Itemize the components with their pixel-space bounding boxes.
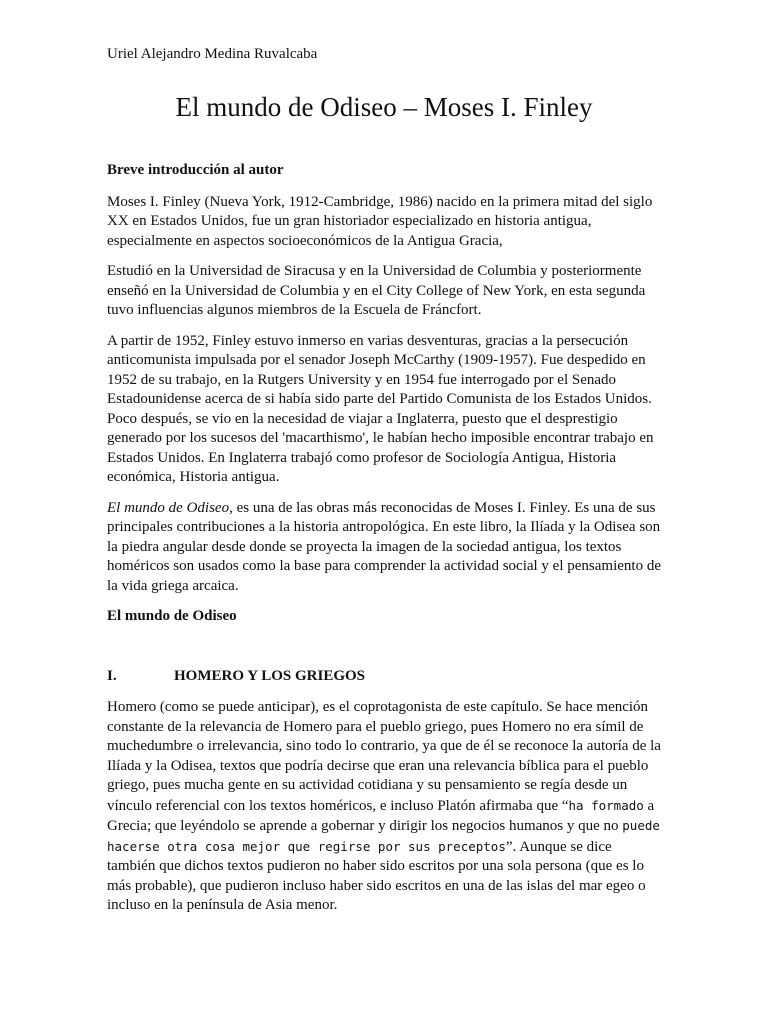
section-heading-intro: Breve introducción al autor [107, 162, 284, 178]
document-title: El mundo de Odiseo – Moses I. Finley [175, 92, 593, 122]
paragraph-4 [107, 499, 663, 597]
quote-fragment-2: puede hacerse otra cosa mejor que regirse por sus preceptos [107, 818, 660, 854]
document-body [107, 161, 663, 927]
section-heading-world: El mundo de Odiseo [107, 608, 237, 624]
author-name: Uriel Alejandro Medina Ruvalcaba [107, 46, 318, 62]
book-title-italic: El mundo de Odiseo [107, 499, 230, 516]
paragraph-5 [107, 698, 663, 916]
paragraph-5-part-c: ”. Aunque se dice también que dichos textos pudieron no haber sido escritos por una sola persona (que es lo más probable), que pudieron incluso haber sido escritos en una de las islas del mar egeo o incluso en la península de Asia menor. [107, 838, 646, 913]
paragraph-5-part-a: Homero (como se puede anticipar), es el coprotagonista de este capítulo. Se hace mención constante de la relevancia de Homero para el pueblo griego, pues Homero no era símil de muchedumbre o irrelevancia, sino todo lo contrario, ya que de él se reconoce la autoría de la Ilíada y la Odisea, textos que podría decirse que eran una relevancia bíblica para el pueblo griego, pues mucha gente en su actividad cotidiana y su pensamiento se regía desde un vínculo referencial con los textos homéricos, e incluso Platón afirmaba que “ [107, 699, 661, 814]
chapter-title: HOMERO Y LOS GRIEGOS [174, 667, 366, 684]
paragraph-2: Estudió en la Universidad de Siracusa y en la Universidad de Columbia y posteriormente enseñó en la Universidad de Columbia y en el City College of New York, en esta segunda tuvo influencias algunos miembros de la Escuela de Fráncfort. [107, 263, 646, 318]
chapter-heading [107, 667, 663, 687]
paragraph-4-text: , es una de las obras más reconocidas de Moses I. Finley. Es una de sus principales contribuciones a la historia antropológica. En este libro, la Ilíada y la Odisea son la piedra angular desde donde se proyecta la imagen de la sociedad antigua, los textos homéricos son usados como la base para comprender la actividad social y el pensamiento de la vida griega arcaica. [107, 499, 661, 594]
paragraph-5-part-b: a Grecia; que leyéndolo se aprende a gobernar y dirigir los negocios humanos y que no [107, 797, 655, 834]
paragraph-1: Moses I. Finley (Nueva York, 1912-Cambridge, 1986) nacido en la primera mitad del siglo XX en Estados Unidos, fue un gran historiador especializado en historia antigua, especialmente en aspectos socioeconómicos de la Antigua Gracia, [107, 193, 653, 249]
paragraph-3: A partir de 1952, Finley estuvo inmerso en varias desventuras, gracias a la persecución anticomunista impulsada por el senador Joseph McCarthy (1909-1957). Fue despedido en 1952 de su trabajo, en la Rutgers University y en 1954 fue interrogado por el Senado Estadounidense acerca de si había sido parte del Partido Comunista de los Estados Unidos. Poco después, se vio en la necesidad de viajar a Inglaterra, puesto que el desprestigio generado por los sucesos del 'macarthismo', le habían hecho imposible encontrar trabajo en Estados Unidos. En Inglaterra trabajó como profesor de Sociología Antigua, Historia económica, Historia antigua. [107, 332, 654, 485]
quote-fragment-1: ha formado [568, 797, 644, 813]
chapter-number: I. [107, 667, 117, 684]
